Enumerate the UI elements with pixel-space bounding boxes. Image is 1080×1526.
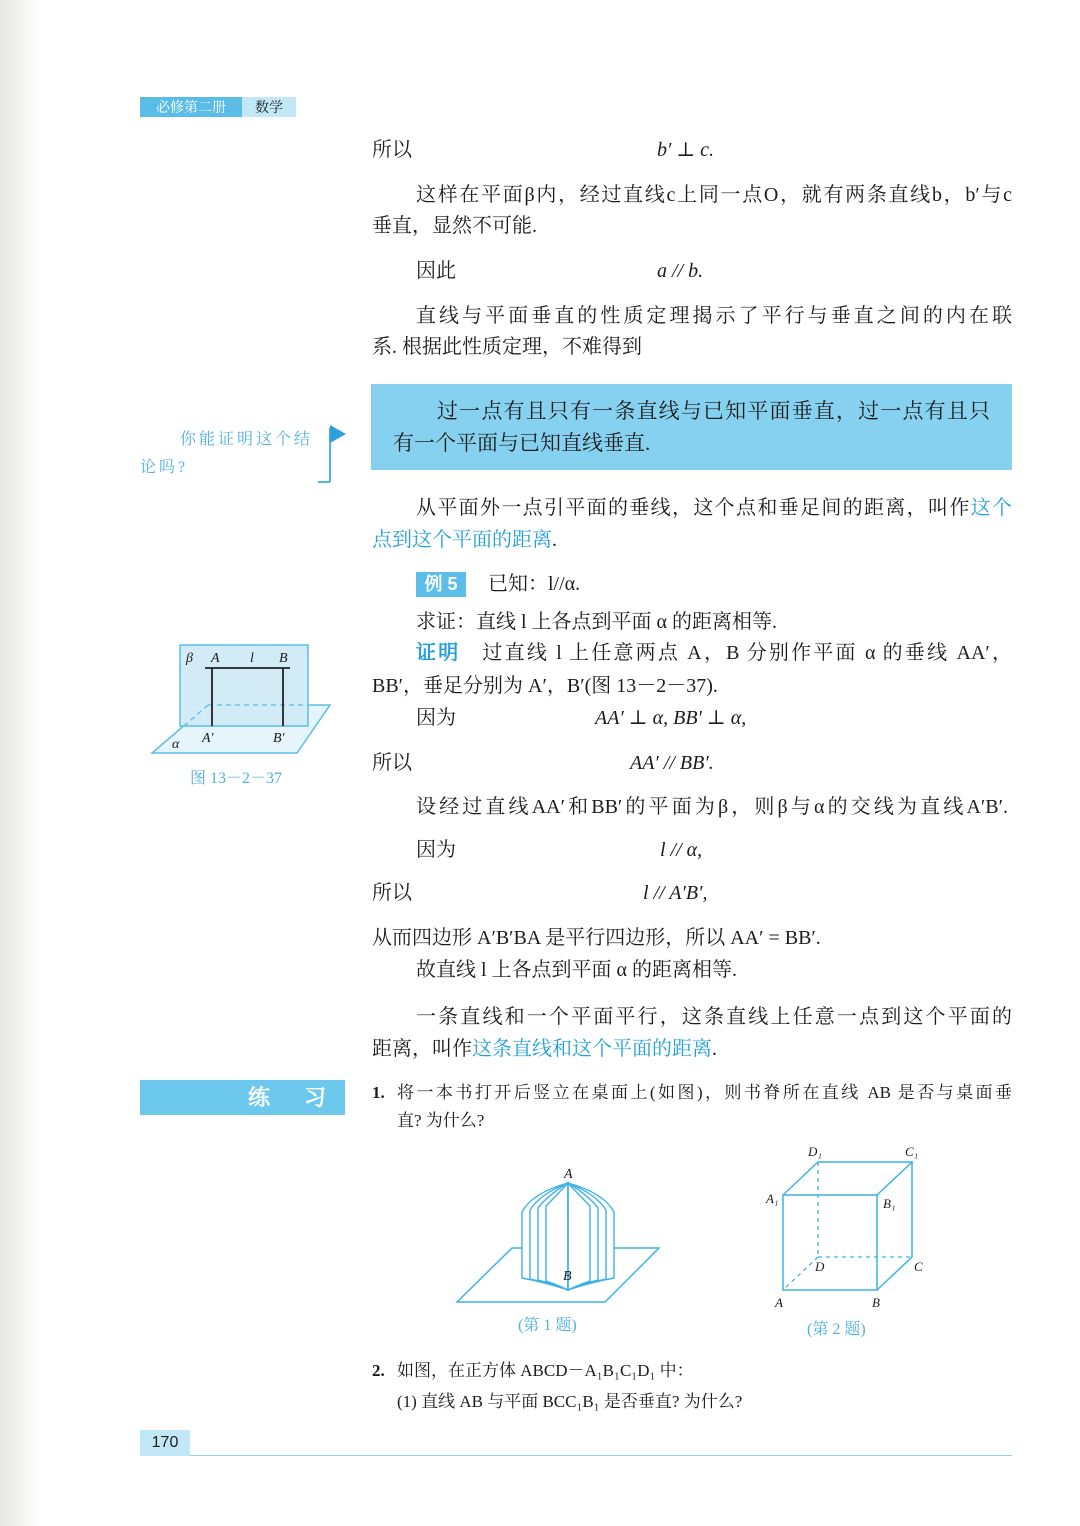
exercise-line: 将一本书打开后竖立在桌面上(如图)，则书脊所在直线 AB 是否与桌面垂 [397, 1083, 1012, 1102]
paragraph-line [416, 495, 1012, 521]
paragraph-line: 系. 根据此性质定理，不难得到 [372, 336, 642, 358]
theorem-box [371, 384, 1012, 470]
book-figure [450, 1160, 665, 1310]
period: . [712, 1038, 717, 1060]
proof-line: 设经过直线AA′和BB′的平面为β，则β与α的交线为直线A′B′. [416, 796, 1008, 818]
step-label: 因为 [416, 839, 456, 861]
label-beta: β [186, 651, 193, 666]
exercise-line: (1) 直线 AB 与平面 BCC₁B₁ 是否垂直? 为什么? [397, 1392, 743, 1411]
proof-line: 从而四边形 A′B′BA 是平行四边形，所以 AA′ = BB′. [372, 927, 821, 949]
paragraph-line: 直线与平面垂直的性质定理揭示了平行与垂直之间的内在联 [416, 305, 1012, 327]
label-alpha: α [172, 737, 180, 752]
header-subject-label: 数学 [242, 97, 296, 117]
front-face [783, 1195, 877, 1290]
plane-beta [180, 645, 308, 726]
figure-caption: 图 13－2－37 [190, 770, 283, 787]
formula: AA′ ⊥ α, BB′ ⊥ α, [595, 707, 747, 729]
right-face-edges [877, 1162, 912, 1290]
label-B: B [279, 651, 288, 666]
exercise-number: 1. [372, 1083, 385, 1102]
proof-label: 证明 [416, 642, 461, 664]
exercise-title: 练 习 [248, 1085, 333, 1110]
example-prove: 求证：直线 l 上各点到平面 α 的距离相等. [416, 611, 778, 633]
header-book-label: 必修第二册 [140, 97, 242, 117]
definition-text: 从平面外一点引平面的垂线，这个点和垂足间的距离，叫作 [416, 497, 971, 519]
formula: b′ ⊥ c. [657, 139, 715, 161]
figure-caption: (第 1 题) [518, 1317, 577, 1334]
example-given: 已知：l//α. [488, 573, 581, 595]
defined-term: 点到这个平面的距离 [372, 529, 552, 551]
label-B-prime: B′ [273, 731, 285, 746]
label-D1: D₁ [808, 1144, 822, 1159]
label-A: A [564, 1167, 573, 1182]
scan-shadow [0, 0, 42, 1526]
step-label: 所以 [372, 752, 412, 774]
formula: AA′ // BB′. [630, 752, 714, 774]
theorem-line: 过一点有且只有一条直线与已知平面垂直，过一点有且只 [437, 399, 990, 423]
page-number: 170 [140, 1430, 190, 1456]
label-B: B [563, 1269, 572, 1284]
step-label: 因此 [416, 260, 456, 282]
figure-13-2-37 [145, 640, 340, 765]
theorem-line: 有一个平面与已知直线垂直. [393, 431, 651, 455]
paragraph-line: 垂直，显然不可能. [372, 215, 537, 237]
label-C: C [914, 1259, 923, 1274]
label-C1: C₁ [905, 1144, 919, 1159]
label-A1: A₁ [766, 1191, 779, 1206]
period: . [552, 529, 557, 551]
exercise-number: 2. [372, 1361, 385, 1380]
proof-line [416, 640, 1012, 666]
proof-text: 过直线 l 上任意两点 A，B 分别作平面 α 的垂线 AA′， [482, 642, 1012, 664]
margin-note-line: 论吗? [140, 459, 189, 476]
label-A: A [211, 651, 220, 666]
paragraph-line: 这样在平面β内，经过直线c上同一点O，就有两条直线b，b′与c [416, 184, 1012, 206]
step-label: 所以 [372, 882, 412, 904]
hidden-edge-DA [783, 1257, 818, 1290]
top-face-edges [783, 1162, 912, 1195]
exercise-line: 如图，在正方体 ABCD－A₁B₁C₁D₁ 中： [397, 1361, 694, 1380]
step-label: 因为 [416, 707, 456, 729]
formula: l // A′B′, [643, 882, 708, 904]
label-A: A [775, 1295, 783, 1310]
margin-note-line: 你能证明这个结 [180, 431, 314, 448]
defined-term: 这个 [970, 497, 1013, 519]
margin-note-bracket [315, 420, 350, 490]
figure-caption: (第 2 题) [807, 1321, 866, 1338]
label-B1: B₁ [883, 1196, 896, 1211]
proof-line: BB′，垂足分别为 A′，B′(图 13－2－37). [372, 675, 718, 697]
exercise-line: 直? 为什么? [397, 1111, 485, 1130]
cube-figure [760, 1135, 935, 1315]
proof-conclusion: 故直线 l 上各点到平面 α 的距离相等. [416, 959, 738, 981]
label-D: D [815, 1259, 825, 1274]
label-A-prime: A′ [202, 731, 214, 746]
label-l: l [250, 651, 254, 666]
label-B: B [872, 1295, 880, 1310]
example-badge: 例 5 [416, 572, 466, 597]
definition-text: 距离，叫作 [372, 1038, 472, 1060]
flag-icon [330, 425, 346, 443]
footer-rule [190, 1455, 1012, 1456]
paragraph-line: 一条直线和一个平面平行，这条直线上任意一点到这个平面的 [416, 1006, 1012, 1028]
formula: l // α, [660, 839, 703, 861]
formula: a // b. [657, 260, 704, 282]
defined-term: 这条直线和这个平面的距离 [472, 1038, 712, 1060]
paragraph-line [372, 1036, 717, 1062]
paragraph-line [372, 527, 557, 553]
step-label: 所以 [372, 139, 412, 161]
